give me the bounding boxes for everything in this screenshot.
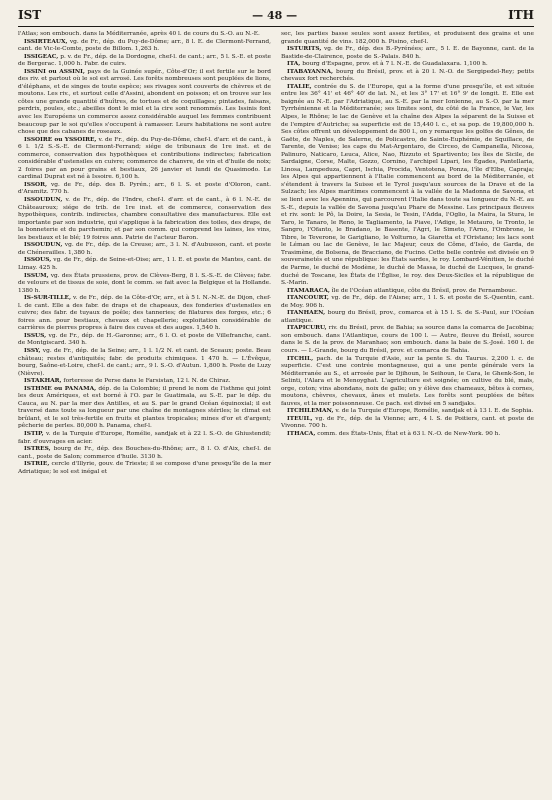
entry-headword: ISSOUDUN, [24, 242, 63, 249]
dictionary-entry [18, 54, 271, 69]
dictionary-entry [18, 295, 271, 333]
header-rule [18, 26, 534, 27]
entry-text: v. de Fr., dép. de l'Indre, chef-l. d'arr. et de cant., à 6 l. N.-E. de Châteauroux; siége de trib. de 1re inst. et de commerce, conservation des hypothèques, contrib. indirectes, chambre consultative des manufactures. Elle est importante par son industrie, qui s'applique à la fabrication des toiles, des draps, de la bonneterie et du parchemin; et par son comm. qui comprend les laines, les vins, les bestiaux et le blé; 19 foires ann. Patrie de l'acteur Baron. [18, 197, 271, 241]
entry-text: vg. de Fr., dép. de Seine-et-Oise; arr., 1 l. E. et poste de Mantes, cant. de Limay. 425 h. [18, 257, 272, 271]
entry-headword: ISSINI ou ASSINI, [24, 68, 85, 75]
entry-headword: ISTRES, [24, 446, 51, 453]
dictionary-entry [18, 137, 271, 182]
entry-text: bourg du Brésil, prov. et à 20 l. N.-O. de Sergipedel-Rey; petits chevaux fort recherchés. [281, 68, 535, 83]
entry-headword: ISSIRTEAUX, [24, 38, 68, 45]
dictionary-entry [18, 197, 271, 242]
entry-text: riv. du Brésil, prov. de Bahia; sa source dans la comarca de Jacobina; son embouch. dans l'Atlantique, cours de 100 l. — Autre, fleuve du Brésil, source dans le S. de la prov. de Maranhao; son embouch. dans la baie de S.-José. 160 l. de cours. — I.-Grande, bourg du Brésil, prov. et comarca de Bahia. [281, 325, 534, 354]
dictionary-entry [18, 461, 271, 476]
dictionary-entry [18, 31, 271, 39]
entry-text: dép. de la Colombie; il prend le nom de l'isthme qui joint les deux Amériques, et est borné à l'O. par le Guatimala, au S.-E. par le dép. du Cauca, au N. par la mer des Antilles, et au S. par le grand Océan équinoxial; il est traversé dans toute sa longueur par une chaîne de montagnes stériles; le climat est brûlant, et le sol très-fertile en fruits et plantes tropicales; mines d'or et d'argent; pêcherie de perles. 80,000 h. Panama, chef-l. [18, 385, 272, 430]
dictionary-entry [281, 310, 534, 325]
entry-text: vg. de Fr., dép. de l'Aisne; arr., 1 l. S. et poste de S.-Quentin, cant. de Moy. 906 h. [281, 295, 535, 309]
dictionary-entry [18, 39, 271, 54]
dictionary-entry [281, 69, 534, 84]
entry-headword: ITALIE, [287, 83, 312, 90]
entry-headword: ITHACA, [287, 430, 316, 437]
dictionary-entry [281, 288, 534, 296]
dictionary-entry [281, 416, 534, 431]
entry-headword: ISTIP, [24, 430, 44, 437]
entry-headword: ITANHAEN, [287, 310, 326, 317]
entry-headword: ISSUM, [24, 272, 49, 279]
entry-headword: ITA, [287, 61, 301, 68]
dictionary-entry [281, 31, 534, 46]
entry-text: forteresse de Perse dans le Farsistan, 12 l. N. de Chiraz. [63, 378, 231, 385]
entry-text: île de l'Océan atlantique, côte du Brésil, prov. de Fernambouc. [331, 287, 518, 294]
dictionary-entry [18, 378, 271, 386]
entry-headword: ISSOUS, [24, 257, 52, 264]
dictionary-entry [281, 46, 534, 61]
entry-headword: ISSY, [24, 347, 41, 354]
entry-headword: ISSOIRE ou YSSOIRE, [24, 136, 97, 143]
entry-text: vg. de Fr., dép. de la Vienne; arr., 4 l. S. de Poitiers, cant. et poste de Vivonne. 700 h. [281, 415, 535, 430]
entry-text: vg. des États prussiens, prov. de Clèves-Berg, 8 l. S.-S.-E. de Clèves; fabr. de velours et de tissus de soie, dont le comm. se fait avec la Belgique et la Hollande. 1380 h. [18, 272, 271, 294]
entry-headword: ITCHILEMAN, [287, 408, 334, 415]
dictionary-entry [18, 273, 271, 296]
entry-text: bourg du Brésil, prov., comarca et à 15 l. S. de S.-Paul, sur l'Océan atlantique. [281, 310, 535, 324]
entry-text: l'Atlas; son embouch. dans la Méditerranée, après 40 l. de cours du S.-O. au N.-E. [18, 31, 260, 37]
dictionary-entry [18, 446, 271, 461]
entry-headword: ISTRIE, [24, 461, 50, 468]
entry-text: contrée du S. de l'Europe, qui a la forme d'une presqu'île, et est située entre les 36° 41' et 46° 40' de lat. N., et les 3° 17' et 16° 9' de longit. E. Elle est baignée au N.-E. par l'Adriatique, au S.-E. par la mer Ionienne, au S.-O. par la mer Tyrrhénienne et la Méditerranée; ses limites sont, du côté de la France, le Var, les Alpes, le Rhône; le lac de Genève et la chaîne des Alpes la séparent de la Suisse et de l'empire d'Autriche; sa superficie est de 15,440 l. c., et sa pop. de 19,800,000 h. Ses côtes offrent un développement de 800 l., on y remarque les golfes de Gênes, de Gaëte, de Naples, de Salerne, de Policastro, de Sainte-Euphémie, de Squillace, de Tarente, de Venise; les caps du Mat-Argentaro, de Circeo, de Campanella, Nicosa, Palinuro, Naticaro, Leuca, Alice, Nao, Rizzuto et Spartivento; les îles de Sicile, de Sardaigne, Corse, Malte, Gozzo, Cornino, l'archipel Lipari, les Égades, Pantellaria, Linosa, Lampeduza, Capri, Ischia, Procida, Ventotena, Ponza, l'île d'Elbe, Capraja; les Alpes qui appartiennent à l'Italie commencent au bord de la Méditerranée, et s'étendent à travers la Suisse et le Tyrol jusqu'aux sources de la Drave et de la Sulzach; les Alpes maritimes commencent à la vallée de la Madonna de Savona, et se lient avec les Apennins, qui parcourent l'Italie dans toute sa longueur du N.-E. au S.-E., depuis la vallée de Savona jusqu'au Phare de Messine. Les principaux fleuves et riv. sont: le Pô, la Doire, la Sesia, le Tesin, l'Adda, l'Oglio, la Maira, la Stura, le Taro, le Tanaro, le Reno, le Tagliamento, la Piave, l'Adige, le Metauro, le Tronto, le Sangro, l'Ofanto, le Bradano, le Basente, l'Agri, le Simeto, l'Arno, l'Ombrone, le Tibre, le Teverone, le Garigliano, le Volturno, la Giaretta et l'Oristano; les lacs sont le Léman ou lac de Genève, le lac Majeur, ceux de Côme, d'Iséo, de Garda, de Trasimène, de Bolsena, de Bracciano, de Fucino. Cette belle contrée est divisée en 9 souverainetés et une république: les États sardes, le roy. Lombard-Vénitien, le duché de Parme, le duché de Modène, le duché de Massa, le duché de Lucques, le grand-duché de Toscane, les États de l'Église, le roy. des Deux-Siciles et la république de S.-Marin. [281, 83, 534, 287]
entry-text: comm. des États-Unis, État et à 63 l. N.-O. de New-York. 90 h. [317, 430, 501, 437]
running-head-left: IST [18, 8, 42, 22]
entry-text: vg. de Fr., dép. des B.-Pyrénées; arr., 5 l. E. de Bayonne, cant. de la Bastide-de-Clairence, poste de S.-Palais. 840 h. [281, 46, 535, 60]
entry-headword: ISTHME ou PANAMA, [24, 385, 97, 392]
entry-text: v. de la Turquie d'Europe, Romélie, sandjak et à 22 l. S.-O. de Ghiustendil; fabr. d'ouvrages en acier. [18, 430, 271, 445]
entry-text: v. de la Turquie d'Europe, Romélie, sandjak et à 13 l. E. de Sophia. [335, 408, 534, 415]
entry-headword: ITANCOURT, [287, 295, 329, 302]
dictionary-entry [281, 356, 534, 409]
page-number: — 48 — [252, 9, 298, 22]
entry-headword: ISSUS, [24, 332, 47, 339]
entry-headword: ITEUIL, [287, 415, 313, 422]
dictionary-entry [281, 84, 534, 288]
dictionary-entry [281, 408, 534, 416]
dictionary-entry [281, 295, 534, 310]
entry-headword: ITCHIL, [287, 355, 314, 362]
entry-text: p. v. de Fr., dép. de la Dordogne, chef-l. de cant.; arr., 5 l. S.-E. et poste de Bergerac. 1,000 h. Fabr. de cuirs. [18, 53, 271, 68]
dictionary-entry [18, 182, 271, 197]
entry-headword: ISTURITS, [287, 46, 322, 53]
dictionary-entry [18, 431, 271, 446]
running-head [18, 8, 534, 24]
entry-text: vg. de Fr., dép. de la Creuse; arr., 3 l. N. d'Aubusson, cant. et poste de Chénerailles. 1,380 h. [18, 242, 271, 256]
entry-headword: ISTAKHAR, [24, 378, 62, 385]
entry-headword: ITAPICURU, [287, 325, 327, 332]
dictionary-entry [281, 61, 534, 69]
running-head-right: ITH [508, 8, 534, 22]
dictionary-entry [18, 257, 271, 272]
entry-text: vg. de Fr., dép. de H.-Garonne; arr., 6 l. O. et poste de Villefranche, cant. de Montgiscard. 340 h. [18, 332, 271, 347]
dictionary-entry [281, 431, 534, 439]
entry-text: v. de Fr., dép. de la Côte-d'Or, arr., et à 5 l. N.-N.-E. de Dijon, chef-l. de cant. Elle a des fabr. de draps et de chapeaux, des fonderies d'ustensiles en cuivre; des fabr. de tuyaux de poêle; des tanneries; de filatures des forges, etc.; 6 foires ann. pour bestiaux, chevaux et chapellerie; exploitation considérable de carrières de pierres propres à faire des cuves et des auges. 1,540 h. [18, 295, 271, 332]
dictionary-entry [281, 325, 534, 355]
entry-text: v. de Fr., dép. du Puy-de-Dôme, chef-l. d'arr. et de cant., à 6 l. 1/2 S.-S.-E. de Clermont-Ferrand; siége de tribunaux de 1re inst. et de commerce, conservation des hypothèques et contributions indirectes; fabrication considérable d'ustensiles en cuivre; commerce de chanvre, de vin et d'huile de noix; 2 foires par an pour grains et bestiaux, 26 janvier et lundi de Quasimodo. Le cardinal Duprat est né à Issoire. 6,100 h. [18, 136, 271, 181]
entry-headword: IS-SUR-TILLE, [24, 295, 72, 302]
entry-headword: ISSOR, [24, 181, 48, 188]
dictionary-entry [18, 242, 271, 257]
entry-headword: ISSIGEAC, [24, 53, 59, 60]
dictionary-entry [18, 386, 271, 431]
entry-text: vg. de Fr., dép. des B. Pyrén.; arr., 6 l. S. et poste d'Oloron, cant. d'Aramitz. 770 h. [18, 181, 272, 196]
entry-text: sec, les parties basse seules sont assez fertiles, et produisent des grains et une grande quantité de vins. 182,000 h. Pisino, chef-l. [281, 31, 534, 45]
entry-text: cercle d'Illyrie, gouv. de Trieste; il se compose d'une presqu'île de la mer Adriatique; le sol est inégal et [18, 461, 271, 475]
entry-headword: ITABAYANNA, [287, 68, 334, 75]
dictionary-entry [18, 348, 271, 378]
entry-text: bourg d'Espagne, prov. et à 7 l. N.-E. de Guadalaxara. 1,100 h. [302, 61, 488, 68]
dictionary-entry [18, 69, 271, 137]
entry-headword: ITAMARACA, [287, 287, 330, 294]
text-columns [18, 31, 534, 476]
entry-text: vg. de Fr., dép. de la Seine; arr., 1 l. 1/2 N. et cant. de Sceaux; poste. Beau château; restes d'antiquités; fabr. de produits chimiques. 1 470 h. — L'Évêque, bourg, Saône-et-Loire, chef-l. de cant.; arr., 9 l. S.-O. d'Autun. 1,800 h. Poste de Luzy (Nièvre). [18, 347, 272, 377]
entry-text: pach. de la Turquie d'Asie, sur la pente S. du Taurus. 2,200 l. c. de superficie. C'est une contrée montagneuse, qui a une pente générale vers la Méditerranée au S., et arrosée par le Djihoun, le Seihoun, le Cara, le Ghenk-Son, le Selinti, l'Alara et le Menoyghat. L'agriculture est soignée; on cultive du blé, maïs, orge, coton; vins abondans, noix de galle; on y élève des chameaux, bêtes à cornes, moutons, chèvres, chevaux, ânes et mulets. Les forêts sont peuplées de bêtes fauves, et la mer poissonneuse. Ce pach. est divisé en 5 sandjaks. [281, 355, 534, 407]
right-column [281, 31, 534, 476]
entry-text: vg. de Fr., dép. du Puy-de-Dôme; arr., 8 l. E. de Clermont-Ferrand, cant. de Vic-le-Comte, poste de Billom. 1,263 h. [18, 38, 271, 53]
entry-text: pays de la Guinée supér., Côte-d'Or; il est fertile sur le bord des riv. et partout où le sol est arrosé. Les forêts nombreuses sont peuplées de lions, d'éléphans, et de singes de toute espèce; ses rivages sont couverts de chèvres et de moutons. Les riv., et surtout celle d'Assini, abondent en poisson; et on trouve sur les côtes une grande quantité d'huîtres, de tortues et de coquillages; pintades, faisans, perdrix, poules, etc.; abeilles dont le miel et la cire sont renommés. Les Issinis font avec les Européens un commerce assez considérable auquel les femmes contribuent beaucoup par le soi qu'elles s'occupent à ramasser. Leurs habitations ne sont autre chose que des cabanes de roseaux. [18, 68, 272, 136]
entry-text: bourg de Fr., dép. des Bouches-du-Rhône; arr., 8 l. O. d'Aix, chef-l. de cant., poste de Salon; commerce d'huile. 3130 h. [18, 446, 271, 460]
entry-headword: ISSOUDUN, [24, 197, 63, 204]
left-column [18, 31, 271, 476]
dictionary-entry [18, 333, 271, 348]
